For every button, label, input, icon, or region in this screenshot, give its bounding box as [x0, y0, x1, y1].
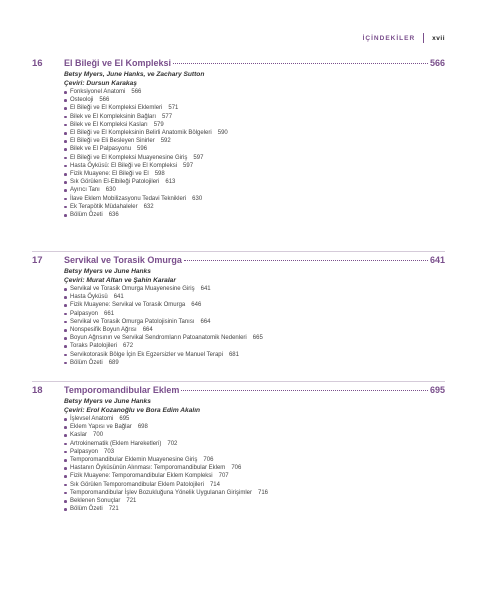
section-page: 672: [123, 343, 134, 350]
section-entry[interactable]: [64, 145, 445, 153]
section-page: 613: [165, 179, 176, 186]
running-header-title: İÇİNDEKİLER: [362, 34, 416, 42]
chapter-16: [32, 58, 445, 219]
section-page: 664: [142, 327, 153, 334]
dot-leader: [181, 390, 428, 391]
section-title: Nonspesifik Boyun Ağrısı: [70, 327, 137, 334]
section-entry[interactable]: [64, 170, 445, 178]
section-page: 592: [160, 138, 171, 145]
section-entry[interactable]: [64, 431, 445, 439]
section-title: Fizik Muayene: Temporomandibular Eklem Kompleksi: [70, 473, 213, 480]
section-entry[interactable]: [64, 203, 445, 211]
section-entry[interactable]: [64, 334, 445, 342]
section-title: Beklenen Sonuçlar: [70, 498, 121, 505]
section-title: Bölüm Özeti: [70, 506, 103, 513]
section-page: 706: [203, 457, 214, 464]
section-page: 707: [218, 473, 229, 480]
section-entry[interactable]: [64, 162, 445, 170]
section-entry[interactable]: [64, 415, 445, 423]
section-page: 716: [257, 489, 268, 496]
section-page: 664: [200, 318, 211, 325]
header-divider: [423, 33, 424, 43]
section-title: Ayırıcı Tanı: [70, 187, 100, 194]
section-entry[interactable]: [64, 285, 445, 293]
section-title: Servikal ve Torasik Omurga Muayenesine Giriş: [70, 286, 195, 292]
chapter-title[interactable]: Servikal ve Torasik Omurga: [64, 255, 182, 265]
section-list: [64, 415, 445, 513]
section-title: El Bileği ve Eli Besleyen Sinirler: [70, 138, 155, 145]
running-header: [363, 33, 445, 43]
chapter-authors: Betsy Myers ve June Hanks: [64, 268, 151, 275]
section-title: Boyun Ağrısının ve Servikal Sendromların Patoanatomik Nedenleri: [70, 335, 247, 342]
chapter-17: [32, 255, 445, 367]
chapter-divider: [32, 381, 445, 382]
chapter-heading[interactable]: [32, 385, 445, 397]
section-page: 646: [191, 302, 202, 309]
chapter-title[interactable]: Temporomandibular Eklem: [64, 385, 180, 395]
chapter-authors: Betsy Myers ve June Hanks: [64, 398, 151, 405]
section-list: [64, 285, 445, 367]
section-title: Sık Görülen Temporomandibular Eklem Patolojileri: [70, 481, 204, 488]
section-entry[interactable]: [64, 472, 445, 480]
section-page: 596: [137, 146, 148, 153]
section-page: 706: [231, 465, 242, 472]
section-entry[interactable]: [64, 497, 445, 505]
chapter-heading[interactable]: [32, 58, 445, 70]
chapter-page: 566: [429, 58, 445, 68]
chapter-18: [32, 385, 445, 513]
section-title: Fizik Muayene: Servikal ve Torasik Omurga: [70, 302, 186, 309]
section-title: Hastanın Öyküsünün Alınması: Temporomandibular Eklem: [70, 465, 226, 472]
section-entry[interactable]: [64, 423, 445, 431]
chapter-number: 18: [32, 385, 43, 396]
section-page: 721: [108, 506, 119, 513]
section-entry[interactable]: [64, 489, 445, 497]
section-entry[interactable]: [64, 359, 445, 367]
section-title: El Bileği ve El Kompleksinin Belirli Anatomik Bölgeleri: [70, 130, 212, 137]
section-entry[interactable]: [64, 342, 445, 350]
section-title: Toraks Patolojileri: [70, 343, 118, 350]
section-entry[interactable]: [64, 154, 445, 162]
chapter-page: 641: [429, 255, 445, 265]
section-title: Hasta Öyküsü: El Bileği ve El Kompleksi: [70, 162, 178, 169]
section-title: Servikotorasik Bölge İçin Ek Egzersizler ve Manuel Terapi: [70, 351, 223, 358]
section-entry[interactable]: [64, 293, 445, 301]
section-entry[interactable]: [64, 464, 445, 472]
section-page: 632: [143, 203, 154, 210]
section-page: 702: [167, 440, 178, 447]
section-title: Sık Görülen El-Elbileği Patolojileri: [70, 179, 160, 186]
section-title: El Bileği ve El Kompleksi Muayenesine Giriş: [70, 154, 188, 161]
chapter-heading[interactable]: [32, 255, 445, 267]
section-title: Bilek ve El Kompleksinin Bağları: [70, 113, 157, 120]
chapter-authors: Betsy Myers, June Hanks, ve Zachary Sutton: [64, 71, 205, 78]
section-title: Bölüm Özeti: [70, 359, 103, 366]
section-title: Palpasyon: [70, 448, 99, 455]
page-number: xvii: [432, 34, 445, 42]
section-entry[interactable]: [64, 96, 445, 104]
section-entry[interactable]: [64, 113, 445, 121]
section-title: Kaslar: [70, 432, 88, 439]
section-title: Palpasyon: [70, 310, 99, 317]
section-page: 571: [168, 105, 179, 112]
section-page: 703: [104, 448, 115, 455]
section-title: Hasta Öyküsü: [70, 294, 108, 301]
section-entry[interactable]: [64, 129, 445, 137]
chapter-number: 16: [32, 58, 43, 69]
section-page: 636: [108, 212, 119, 219]
chapter-page: 695: [429, 385, 445, 395]
section-entry[interactable]: [64, 186, 445, 194]
section-entry[interactable]: [64, 104, 445, 112]
chapter-divider: [32, 251, 445, 252]
section-title: Bölüm Özeti: [70, 212, 103, 219]
section-page: 630: [192, 195, 203, 202]
section-title: Fizik Muayene: El Bileği ve El: [70, 171, 149, 178]
section-list: [64, 88, 445, 219]
section-entry[interactable]: [64, 318, 445, 326]
section-page: 579: [153, 121, 164, 128]
section-page: 721: [126, 498, 137, 505]
section-entry[interactable]: [64, 137, 445, 145]
section-title: Fonksiyonel Anatomi: [70, 89, 126, 95]
section-entry[interactable]: [64, 121, 445, 129]
section-entry[interactable]: [64, 505, 445, 513]
section-title: Temporomandibular İşlev Bozukluğuna Yönelik Uygulanan Girişimler: [70, 489, 252, 496]
dot-leader: [184, 260, 428, 261]
section-page: 641: [200, 286, 211, 292]
section-entry[interactable]: [64, 351, 445, 359]
section-page: 689: [108, 359, 119, 366]
section-page: 598: [154, 171, 165, 178]
section-title: Artrokinematik (Eklem Hareketleri): [70, 440, 162, 447]
chapter-title[interactable]: El Bileği ve El Kompleksi: [64, 58, 172, 68]
section-entry[interactable]: [64, 310, 445, 318]
section-entry[interactable]: [64, 440, 445, 448]
section-title: El Bileği ve El Kompleksi Eklemleri: [70, 105, 163, 112]
section-page: 597: [183, 162, 194, 169]
section-title: Temporomandibular Eklemin Muayenesine Giriş: [70, 457, 198, 464]
dot-leader: [173, 63, 428, 64]
section-title: Osteoloji: [70, 97, 94, 104]
section-page: 566: [99, 97, 110, 104]
section-entry[interactable]: [64, 326, 445, 334]
section-page: 665: [252, 335, 263, 342]
section-page: 661: [104, 310, 115, 317]
section-page: 700: [93, 432, 104, 439]
section-entry[interactable]: [64, 481, 445, 489]
section-title: Bilek ve El Palpasyonu: [70, 146, 132, 153]
section-page: 641: [113, 294, 124, 301]
section-title: Ek Terapötik Müdahaleler: [70, 203, 138, 210]
chapter-translators: Çeviri: Dursun Karakaş: [64, 80, 137, 87]
section-page: 714: [209, 481, 220, 488]
section-page: 597: [193, 154, 204, 161]
section-page: 698: [137, 424, 148, 431]
section-title: Eklem Yapısı ve Bağlar: [70, 424, 132, 431]
section-title: İşlevsel Anatomi: [70, 416, 114, 422]
section-entry[interactable]: [64, 456, 445, 464]
section-page: 590: [217, 130, 228, 137]
chapter-translators: Çeviri: Erol Kozanoğlu ve Bora Edim Akalın: [64, 407, 201, 414]
section-entry[interactable]: [64, 88, 445, 96]
section-entry[interactable]: [64, 211, 445, 219]
section-entry[interactable]: [64, 178, 445, 186]
section-page: 681: [228, 351, 239, 358]
section-title: İlave Eklem Mobilizasyonu Tedavi Teknikleri: [70, 195, 187, 202]
section-entry[interactable]: [64, 195, 445, 203]
section-title: Bilek ve El Kompleksi Kasları: [70, 121, 148, 128]
section-page: 566: [131, 89, 142, 95]
section-page: 577: [162, 113, 173, 120]
section-title: Servikal ve Torasik Omurga Patolojisinin Tanısı: [70, 318, 195, 325]
section-page: 630: [105, 187, 116, 194]
chapter-translators: Çeviri: Murat Altan ve Şahin Karalar: [64, 277, 176, 284]
section-entry[interactable]: [64, 301, 445, 309]
chapter-number: 17: [32, 255, 43, 266]
section-page: 695: [119, 416, 130, 422]
section-entry[interactable]: [64, 448, 445, 456]
